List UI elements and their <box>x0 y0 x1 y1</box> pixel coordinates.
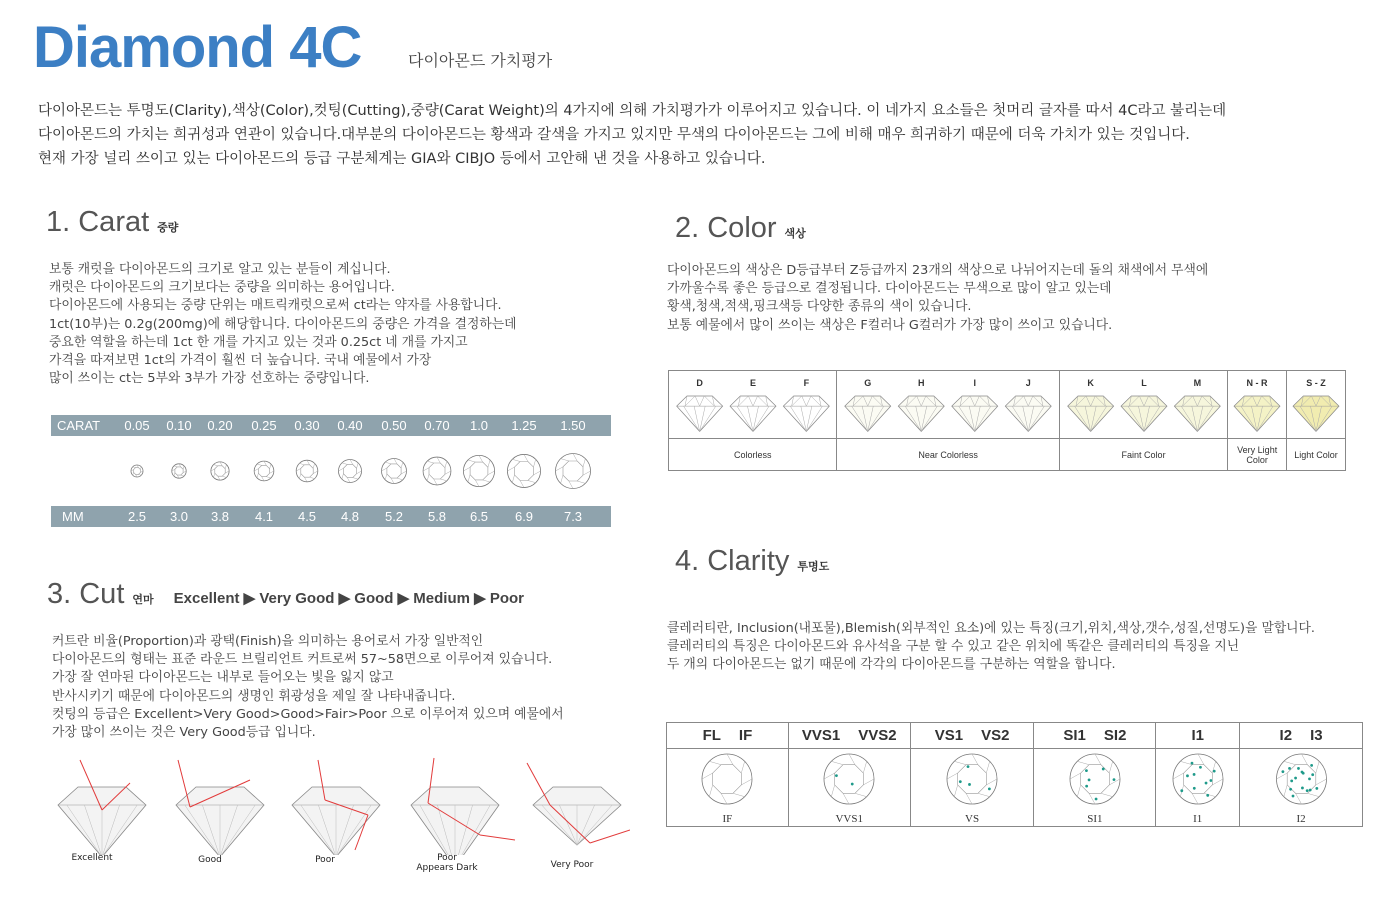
mm-value: 6.5 <box>469 509 489 524</box>
color-category-label: Faint Color <box>1059 439 1227 471</box>
color-diamond-J <box>1005 396 1051 431</box>
near-colorless-diamonds <box>841 372 1055 432</box>
clarity-diamond-top-1 <box>824 754 874 804</box>
clarity-diamond-4 <box>1158 750 1238 808</box>
inclusion-mark <box>1085 785 1088 788</box>
clarity-title: 4. Clarity <box>675 545 790 577</box>
clarity-diamond-top-0 <box>702 754 752 804</box>
clarity-subtitle: 투명도 <box>797 561 830 573</box>
inclusion-mark <box>967 765 970 768</box>
cut-line: 컷팅의 등급은 Excellent>Very Good>Good>Fair>Poor 으로 이루어져 있으며 예물에서 <box>52 706 564 722</box>
color-category-label: Very Light Color <box>1228 439 1287 471</box>
color-grade-letter: E <box>749 378 756 388</box>
color-section-title <box>675 212 806 245</box>
clarity-grade-label: I3 <box>1310 727 1323 744</box>
carat-section-title <box>46 206 178 239</box>
clarity-grade-table <box>666 722 1363 827</box>
carat-value: 1.25 <box>511 418 537 433</box>
cut-line: 다이아몬드의 형태는 표준 라운드 브릴리언트 커트로써 57~58면으로 이루어져 있습니다. <box>52 652 553 668</box>
color-diamond-N-R <box>1234 396 1280 431</box>
carat-value: 0.10 <box>166 418 192 433</box>
color-grade-letter: D <box>696 378 703 388</box>
carat-line: 1ct(10부)는 0.2g(200mg)에 해당합니다. 다이아몬드의 중량은 가격을 결정하는데 <box>49 316 517 332</box>
clarity-line: 두 개의 다이아몬드는 없기 때문에 각각의 다이아몬드를 구분하는 역할을 합니다. <box>667 657 1116 673</box>
light-ray <box>590 830 630 843</box>
clarity-diamond-top-3 <box>1070 754 1120 804</box>
light-ray <box>480 835 515 840</box>
inclusion-mark <box>1281 770 1284 773</box>
color-grade-letter: K <box>1086 378 1094 388</box>
cut-caption-line: Poor <box>437 853 457 863</box>
clarity-caption: I2 <box>1296 813 1306 825</box>
carat-subtitle: 중량 <box>157 222 179 234</box>
clarity-line: 클레러티의 특징은 다이아몬드와 유사석을 구분 할 수 있고 같은 위치에 똑같은 클레러티의 특징을 지닌 <box>667 639 1240 655</box>
color-grade-letter: S - Z <box>1306 378 1326 388</box>
color-diamond-D <box>676 396 722 431</box>
cut-caption-line: Very Poor <box>550 860 594 870</box>
clarity-grade-header <box>1240 723 1363 749</box>
inclusion-mark <box>1305 789 1308 792</box>
inclusion-mark <box>959 780 962 783</box>
inclusion-mark <box>1294 777 1297 780</box>
intro-line: 현재 가장 널리 쓰이고 있는 다이아몬드의 등급 구분체계는 GIA와 CIBJO 등에서 고안해 낸 것을 사용하고 있습니다. <box>38 151 766 167</box>
mm-value: 5.2 <box>384 509 404 524</box>
color-group-faint <box>1059 371 1227 439</box>
inclusion-mark <box>1095 798 1098 801</box>
color-diamond-E <box>730 396 776 431</box>
mm-value: 3.8 <box>210 509 230 524</box>
inclusion-mark <box>1288 767 1291 770</box>
clarity-example-cell <box>788 749 910 827</box>
clarity-grade-label: VS2 <box>981 727 1010 744</box>
mm-value: 2.5 <box>127 509 147 524</box>
clarity-grade-label: I2 <box>1279 727 1293 744</box>
intro-text <box>38 99 1226 171</box>
color-diamond-S-Z <box>1293 396 1339 431</box>
color-grade-letter: G <box>864 378 872 388</box>
clarity-example-cell <box>1156 749 1240 827</box>
inclusion-mark <box>1291 795 1294 798</box>
color-grade-table <box>668 370 1346 471</box>
very-light-diamonds <box>1229 372 1285 432</box>
inclusion-mark <box>1199 766 1202 769</box>
inclusion-mark <box>1180 789 1183 792</box>
cut-caption-line: Excellent <box>71 853 113 863</box>
clarity-line: 클레러티란, Inclusion(내포물),Blemish(외부적인 요소)에 있는 특징(크기,위치,색상,갯수,성질,선명도)을 말합니다. <box>667 621 1315 636</box>
cut-caption-line: Good <box>198 855 222 865</box>
color-group-light <box>1287 371 1346 439</box>
color-category-label: Colorless <box>669 439 837 471</box>
inclusion-mark <box>1290 779 1293 782</box>
inclusion-mark <box>1192 773 1195 776</box>
clarity-example-cell <box>1034 749 1156 827</box>
carat-size-diamonds <box>51 446 611 498</box>
clarity-diamond-0 <box>668 750 786 808</box>
inclusion-mark <box>1300 771 1303 774</box>
cut-grade-sequence: Excellent ▶ Very Good ▶ Good ▶ Medium ▶ Poor <box>173 590 525 607</box>
cut-caption <box>285 855 365 865</box>
carat-value: 0.50 <box>381 418 407 433</box>
cut-caption-line: Appears Dark <box>416 863 478 873</box>
clarity-example-cell <box>667 749 789 827</box>
clarity-grade-label: I1 <box>1191 727 1204 744</box>
cut-diagram-2 <box>292 760 380 855</box>
inclusion-mark <box>1310 764 1313 767</box>
mm-value: 7.3 <box>563 509 583 524</box>
colorless-diamonds <box>673 372 833 432</box>
carat-value: 0.40 <box>337 418 363 433</box>
color-group-very-light <box>1228 371 1287 439</box>
color-group-near-colorless <box>837 371 1059 439</box>
carat-line: 다이아몬드에 사용되는 중량 단위는 매트릭캐럿으로써 ct라는 약자를 사용합니다. <box>49 298 502 314</box>
carat-weight-bar <box>51 415 611 436</box>
inclusion-mark <box>1206 794 1209 797</box>
color-diamond-K <box>1067 396 1113 431</box>
clarity-diamond-top-4 <box>1173 754 1223 804</box>
carat-diamond-4 <box>296 460 318 482</box>
inclusion-mark <box>1193 787 1196 790</box>
carat-diamond-6 <box>382 459 407 484</box>
carat-value: 1.0 <box>469 418 489 433</box>
color-category-label: Near Colorless <box>837 439 1059 471</box>
cut-caption <box>52 853 132 863</box>
inclusion-mark <box>1088 778 1091 781</box>
inclusion-mark <box>1112 778 1115 781</box>
page-subtitle: 다이아몬드 가치평가 <box>408 51 553 70</box>
clarity-grade-label: IF <box>738 727 753 744</box>
clarity-grade-header <box>788 723 910 749</box>
carat-diamond-1 <box>172 464 186 478</box>
color-line: 다이아몬드의 색상은 D등급부터 Z등급까지 23개의 색상으로 나뉘어지는데 돌의 채색에서 무색에 <box>667 263 1209 278</box>
cut-subtitle: 연마 <box>132 594 154 606</box>
carat-value: 0.20 <box>207 418 233 433</box>
inclusion-mark <box>835 774 838 777</box>
color-group-colorless <box>669 371 837 439</box>
cut-diagram-3 <box>411 758 515 855</box>
clarity-diamond-top-5 <box>1276 754 1326 804</box>
inclusion-mark <box>1297 767 1300 770</box>
mm-value: 3.0 <box>169 509 189 524</box>
inclusion-mark <box>1308 777 1311 780</box>
inclusion-mark <box>1186 774 1189 777</box>
clarity-grade-header <box>1034 723 1156 749</box>
color-line: 황색,청색,적색,핑크색등 다양한 종류의 색이 있습니다. <box>667 299 972 315</box>
carat-line: 보통 캐럿을 다이아몬드의 크기로 알고 있는 분들이 계십니다. <box>49 262 391 277</box>
clarity-example-cell <box>910 749 1034 827</box>
clarity-caption: VS <box>965 813 980 825</box>
carat-diamond-0 <box>131 465 143 477</box>
clarity-description <box>667 620 1315 675</box>
cut-caption <box>532 860 612 870</box>
mm-value: 4.8 <box>340 509 360 524</box>
carat-line: 많이 쓰이는 ct는 5부와 3부가 가장 선호하는 중량입니다. <box>49 371 370 387</box>
color-line: 가까울수록 좋은 등급으로 결정됩니다. 다이아몬드는 무색으로 많이 알고 있는데 <box>667 281 1112 297</box>
inclusion-mark <box>1311 773 1314 776</box>
clarity-diamond-5 <box>1242 750 1361 808</box>
inclusion-mark <box>1204 782 1207 785</box>
mm-value: 6.9 <box>514 509 534 524</box>
carat-line: 가격을 따져보면 1ct의 가격이 훨씬 더 높습니다. 국내 예물에서 가장 <box>49 353 432 369</box>
color-category-label: Light Color <box>1287 439 1346 471</box>
mm-label: MM <box>62 509 84 524</box>
carat-value: 0.30 <box>294 418 320 433</box>
clarity-diamond-top-2 <box>947 754 997 804</box>
color-line: 보통 예물에서 많이 쓰이는 색상은 F컬러나 G컬러가 가장 많이 쓰이고 있습니다. <box>667 317 1113 333</box>
cut-description <box>52 633 564 742</box>
cut-caption <box>407 853 487 873</box>
inclusion-mark <box>1102 768 1105 771</box>
color-grade-letter: H <box>918 378 925 388</box>
inclusion-mark <box>1209 779 1212 782</box>
carat-diamond-10 <box>555 453 590 488</box>
inclusion-mark <box>1301 787 1304 790</box>
intro-line: 다이아몬드의 가치는 희귀성과 연관이 있습니다.대부분의 다이아몬드는 황색과 갈색을 가지고 있지만 무색의 다이아몬드는 그에 비해 매우 희귀하기 때문에 더욱 가치가 있는 것입니다. <box>38 127 1190 143</box>
cut-line: 가장 많이 쓰이는 것은 Very Good등급 입니다. <box>52 725 316 741</box>
clarity-caption: I1 <box>1193 813 1203 825</box>
mm-value: 4.1 <box>254 509 274 524</box>
inclusion-mark <box>1289 788 1292 791</box>
carat-diamond-8 <box>463 455 494 486</box>
carat-value: 0.05 <box>124 418 150 433</box>
inclusion-mark <box>1213 770 1216 773</box>
light-ray <box>527 763 550 805</box>
color-description <box>667 262 1208 335</box>
clarity-grade-label: SI1 <box>1063 727 1086 744</box>
inclusion-mark <box>1085 769 1088 772</box>
clarity-caption: VVS1 <box>835 813 863 825</box>
cut-section-title <box>47 578 524 611</box>
clarity-grade-label: VVS2 <box>858 727 897 744</box>
clarity-grade-label: VS1 <box>934 727 964 744</box>
cut-caption <box>170 855 250 865</box>
clarity-diamond-3 <box>1036 750 1154 808</box>
clarity-caption: SI1 <box>1087 813 1103 825</box>
color-grade-letter: N - R <box>1246 378 1268 388</box>
cut-line: 반사시키기 때문에 다이아몬드의 생명인 휘광성을 제일 잘 나타내줍니다. <box>52 688 456 704</box>
carat-title: 1. Carat <box>46 206 150 238</box>
inclusion-mark <box>1315 787 1318 790</box>
carat-value: 0.25 <box>251 418 277 433</box>
cut-light-diagrams <box>40 755 630 855</box>
clarity-section-title <box>675 545 829 578</box>
carat-diamond-2 <box>211 462 229 480</box>
color-grade-letter: L <box>1140 378 1147 388</box>
inclusion-mark <box>988 787 991 790</box>
clarity-diamond-1 <box>790 750 908 808</box>
cut-title: 3. Cut <box>47 578 125 610</box>
cut-line: 가장 잘 연마된 다이아몬드는 내부로 들어오는 빛을 잃지 않고 <box>52 670 394 686</box>
page-title: Diamond 4C <box>33 15 362 80</box>
color-diamond-H <box>898 396 944 431</box>
carat-diamond-3 <box>254 461 274 481</box>
color-grade-letter: F <box>803 378 809 388</box>
inclusion-mark <box>851 783 854 786</box>
inclusion-mark <box>1308 789 1311 792</box>
color-diamond-L <box>1121 396 1167 431</box>
light-color-diamonds <box>1288 372 1344 432</box>
color-grade-letter: M <box>1193 378 1201 388</box>
clarity-example-cell <box>1240 749 1363 827</box>
carat-diamond-9 <box>507 454 540 487</box>
carat-line: 중요한 역할을 하는데 1ct 한 개를 가지고 있는 것과 0.25ct 네 개를 가지고 <box>49 334 468 350</box>
clarity-grade-label: VVS1 <box>801 727 841 744</box>
intro-line: 다이아몬드는 투명도(Clarity),색상(Color),컷팅(Cutting),중량(Carat Weight)의 4가지에 의해 가치평가가 이루어지고 있습니다. 이 네가지 요소들은 첫머리 글자를 따서 4C라고 불리는데 <box>38 103 1227 119</box>
faint-color-diamonds <box>1064 372 1224 432</box>
carat-diamond-5 <box>338 459 361 482</box>
inclusion-mark <box>968 783 971 786</box>
carat-line: 캐럿은 다이아몬드의 크기보다는 중량을 의미하는 용어입니다. <box>49 280 395 296</box>
mm-value: 4.5 <box>297 509 317 524</box>
inclusion-mark <box>1190 762 1193 765</box>
clarity-diamond-2 <box>912 750 1032 808</box>
carat-value: 0.70 <box>424 418 450 433</box>
color-grade-letter: J <box>1025 378 1031 388</box>
color-diamond-M <box>1174 396 1220 431</box>
color-title: 2. Color <box>675 212 777 244</box>
color-diamond-I <box>952 396 998 431</box>
clarity-grade-label: FL <box>702 727 721 744</box>
cut-line: 커트란 비율(Proportion)과 광택(Finish)을 의미하는 용어로서 가장 일반적인 <box>52 634 484 649</box>
carat-diamond-7 <box>423 457 451 485</box>
carat-label: CARAT <box>57 418 101 433</box>
carat-value: 1.50 <box>560 418 586 433</box>
mm-size-bar <box>51 506 611 527</box>
color-diamond-G <box>845 396 891 431</box>
cut-diagram-0 <box>58 760 146 855</box>
clarity-grade-header <box>667 723 789 749</box>
mm-value: 5.8 <box>427 509 447 524</box>
color-subtitle: 색상 <box>784 228 806 240</box>
clarity-caption: IF <box>722 813 733 825</box>
clarity-grade-header <box>1156 723 1240 749</box>
carat-description <box>49 261 516 388</box>
color-grade-letter: I <box>973 378 977 388</box>
clarity-grade-header <box>910 723 1034 749</box>
cut-diagram-4 <box>527 763 630 845</box>
cut-diagram-1 <box>176 760 264 855</box>
color-diamond-F <box>783 396 829 431</box>
cut-caption-line: Poor <box>315 855 335 865</box>
clarity-grade-label: SI2 <box>1103 727 1127 744</box>
